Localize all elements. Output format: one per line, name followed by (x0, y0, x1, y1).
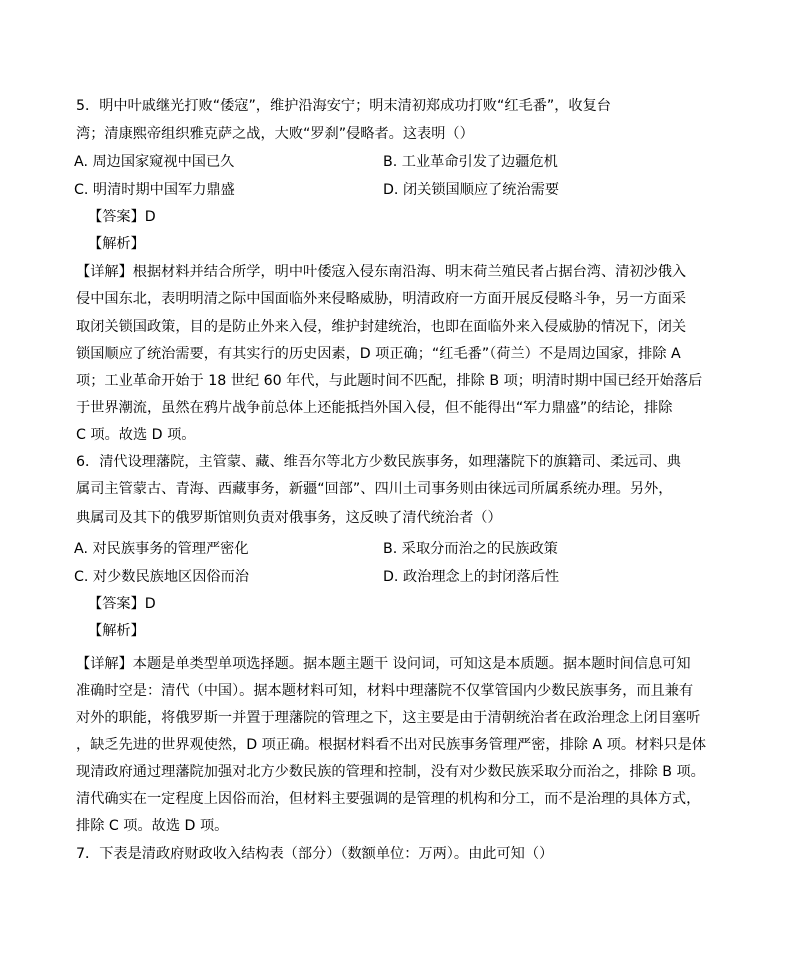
question-6-answer: 【答案】D (88, 596, 156, 612)
question-6-option-a: A. 对民族事务的管理严密化 (74, 541, 249, 557)
question-5-option-d: D. 闭关锁国顺应了统治需要 (383, 182, 560, 198)
question-5-stem-line-2: 湾；清康熙帝组织雅克萨之战，大败“罗刹”侵略者。这表明（） (76, 126, 474, 142)
question-5-detail-line-2: 侵中国东北，表明明清之际中国面临外来侵略威胁，明清政府一方面开展反侵略斗争，另一方面采 (76, 291, 687, 307)
question-6-analysis-label: 【解析】 (88, 623, 145, 639)
question-5-detail-line-3: 取闭关锁国政策，目的是防止外来入侵，维护封建统治，也即在面临外来入侵威胁的情况下，闭关 (76, 319, 687, 335)
question-6-detail-line-3: 对外的职能，将俄罗斯一并置于理藩院的管理之下，这主要是由于清朝统治者在政治理念上闭目塞听 (76, 710, 701, 726)
question-5-detail-line-7: C 项。故选 D 项。 (76, 427, 196, 443)
question-5-option-a: A. 周边国家窥视中国已久 (74, 154, 235, 170)
question-5-option-c: C. 明清时期中国军力鼎盛 (74, 182, 235, 198)
question-6-stem-line-3: 典属司及其下的俄罗斯馆则负责对俄事务，这反映了清代统治者（） (76, 510, 502, 526)
question-6-option-b: B. 采取分而治之的民族政策 (383, 541, 558, 557)
question-5-detail-line-6: 于世界潮流，虽然在鸦片战争前总体上还能抵挡外国入侵，但不能得出“军力鼎盛”的结论，排除 (76, 400, 673, 416)
question-6-detail-line-2: 准确时空是：清代（中国）。据本题材料可知，材料中理藩院不仅掌管国内少数民族事务，而且兼有 (76, 683, 694, 699)
question-6-detail-line-7: 排除 C 项。故选 D 项。 (76, 818, 229, 834)
question-6-detail-line-4: ，缺乏先进的世界观使然，D 项正确。根据材料看不出对民族事务管理严密，排除 A 项。材料只是体 (76, 737, 707, 753)
question-5-option-b: B. 工业革命引发了边疆危机 (383, 154, 558, 170)
question-6-detail-line-6: 清代确实在一定程度上因俗而治，但材料主要强调的是管理的机构和分工，而不是治理的具体方式， (76, 791, 701, 807)
question-5-answer: 【答案】D (88, 209, 156, 225)
question-5-analysis-label: 【解析】 (88, 236, 145, 252)
question-6-stem-line-1: 6．清代设理藩院，主管蒙、藏、维吾尔等北方少数民族事务，如理藩院下的旗籍司、柔远司、典 (76, 454, 681, 470)
question-5-detail-line-5: 项；工业革命开始于 18 世纪 60 年代，与此题时间不匹配，排除 B 项；明清时期中国已经开始落后 (76, 373, 703, 389)
question-6-detail-line-1: 【详解】本题是单类型单项选择题。据本题主题干 设问词，可知这是本质题。据本题时间信息可知 (76, 656, 691, 672)
question-7-stem-line-1: 7．下表是清政府财政收入结构表（部分）（数额单位：万两）。由此可知（） (76, 846, 554, 862)
question-6-option-d: D. 政治理念上的封闭落后性 (383, 569, 560, 585)
question-6-detail-line-5: 现清政府通过理藩院加强对北方少数民族的管理和控制，没有对少数民族采取分而治之，排除 B 项。 (76, 764, 705, 780)
question-6-option-c: C. 对少数民族地区因俗而治 (74, 569, 249, 585)
question-5-detail-line-4: 锁国顺应了统治需要，有其实行的历史因素，D 项正确；“红毛番”（荷兰）不是周边国家，排除 A (76, 346, 681, 362)
question-6-stem-line-2: 属司主管蒙古、青海、西藏事务，新疆“回部”、四川土司事务则由徕远司所属系统办理。另外， (76, 481, 673, 497)
question-5-detail-line-1: 【详解】根据材料并结合所学，明中叶倭寇入侵东南沿海、明末荷兰殖民者占据台湾、清初沙俄入 (76, 264, 687, 280)
question-5-stem-line-1: 5．明中叶戚继光打败“倭寇”，维护沿海安宁；明末清初郑成功打败“红毛番”，收复台 (76, 98, 611, 114)
